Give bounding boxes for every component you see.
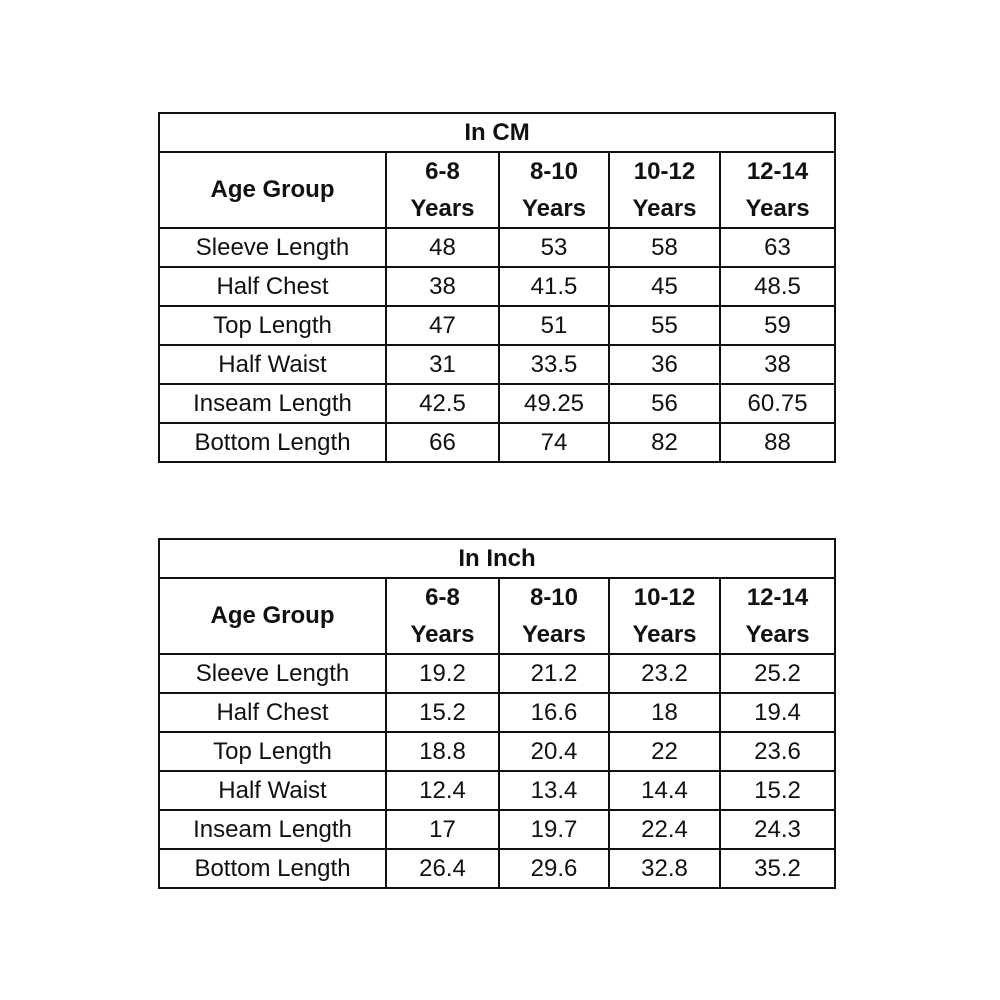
table-cell: 24.3 [720, 810, 835, 849]
table-cell: 22.4 [609, 810, 720, 849]
column-range: 10-12 [633, 158, 696, 185]
column-header [499, 152, 609, 228]
table-cell: 47 [386, 306, 499, 345]
table-cell: 17 [386, 810, 499, 849]
column-range: 6-8 [425, 158, 460, 185]
row-label: Inseam Length [159, 384, 386, 423]
row-label: Sleeve Length [159, 654, 386, 693]
table-cell: 23.6 [720, 732, 835, 771]
table-cell: 56 [609, 384, 720, 423]
size-table-inch [158, 538, 836, 889]
table-row [159, 654, 835, 693]
table-cell: 49.25 [499, 384, 609, 423]
table-cell: 33.5 [499, 345, 609, 384]
row-label: Bottom Length [159, 423, 386, 462]
column-range: 12-14 [746, 158, 809, 185]
table-cell: 13.4 [499, 771, 609, 810]
column-range: 10-12 [633, 584, 696, 611]
size-table-cm [158, 112, 836, 463]
table-row [159, 267, 835, 306]
table-row [159, 810, 835, 849]
column-unit: Years [521, 621, 587, 648]
table-cell: 29.6 [499, 849, 609, 888]
column-unit: Years [410, 621, 475, 648]
table-cell: 26.4 [386, 849, 499, 888]
table-title: In Inch [159, 539, 835, 578]
table-cell: 74 [499, 423, 609, 462]
table-cell: 12.4 [386, 771, 499, 810]
table-cell: 36 [609, 345, 720, 384]
row-label: Half Chest [159, 267, 386, 306]
table-row [159, 306, 835, 345]
table-cell: 53 [499, 228, 609, 267]
table-cell: 63 [720, 228, 835, 267]
column-header [609, 152, 720, 228]
table-cell: 42.5 [386, 384, 499, 423]
table-cell: 59 [720, 306, 835, 345]
column-range: 8-10 [529, 158, 579, 185]
table-row [159, 384, 835, 423]
table-title: In CM [159, 113, 835, 152]
table-cell: 82 [609, 423, 720, 462]
table-cell: 38 [386, 267, 499, 306]
column-unit: Years [745, 621, 810, 648]
table-row [159, 732, 835, 771]
column-header [720, 152, 835, 228]
column-header [386, 152, 499, 228]
table-cell: 18 [609, 693, 720, 732]
row-label: Half Waist [159, 345, 386, 384]
table-row [159, 228, 835, 267]
row-label: Bottom Length [159, 849, 386, 888]
column-header [720, 578, 835, 654]
column-range: 12-14 [746, 584, 809, 611]
table-cell: 16.6 [499, 693, 609, 732]
column-unit: Years [745, 195, 810, 222]
table-cell: 31 [386, 345, 499, 384]
table-cell: 21.2 [499, 654, 609, 693]
table-cell: 18.8 [386, 732, 499, 771]
table-cell: 88 [720, 423, 835, 462]
table-cell: 15.2 [386, 693, 499, 732]
table-cell: 19.7 [499, 810, 609, 849]
row-label: Half Waist [159, 771, 386, 810]
column-unit: Years [521, 195, 587, 222]
table-cell: 14.4 [609, 771, 720, 810]
column-header [609, 578, 720, 654]
age-group-header: Age Group [159, 578, 386, 654]
column-range: 8-10 [529, 584, 579, 611]
table-cell: 51 [499, 306, 609, 345]
row-label: Inseam Length [159, 810, 386, 849]
table-row [159, 423, 835, 462]
column-unit: Years [410, 195, 475, 222]
table-cell: 48.5 [720, 267, 835, 306]
table-cell: 19.4 [720, 693, 835, 732]
table-cell: 20.4 [499, 732, 609, 771]
table-cell: 66 [386, 423, 499, 462]
column-range: 6-8 [425, 584, 460, 611]
column-unit: Years [632, 195, 697, 222]
table-cell: 45 [609, 267, 720, 306]
table-row [159, 771, 835, 810]
table-cell: 60.75 [720, 384, 835, 423]
table-cell: 48 [386, 228, 499, 267]
table-cell: 58 [609, 228, 720, 267]
column-header [386, 578, 499, 654]
table-cell: 22 [609, 732, 720, 771]
table-cell: 25.2 [720, 654, 835, 693]
row-label: Top Length [159, 732, 386, 771]
row-label: Sleeve Length [159, 228, 386, 267]
row-label: Top Length [159, 306, 386, 345]
table-cell: 41.5 [499, 267, 609, 306]
table-cell: 23.2 [609, 654, 720, 693]
age-group-header: Age Group [159, 152, 386, 228]
table-cell: 55 [609, 306, 720, 345]
table-cell: 35.2 [720, 849, 835, 888]
column-header [499, 578, 609, 654]
table-row [159, 345, 835, 384]
table-cell: 38 [720, 345, 835, 384]
table-row [159, 693, 835, 732]
table-cell: 32.8 [609, 849, 720, 888]
table-row [159, 849, 835, 888]
row-label: Half Chest [159, 693, 386, 732]
table-cell: 15.2 [720, 771, 835, 810]
table-cell: 19.2 [386, 654, 499, 693]
column-unit: Years [632, 621, 697, 648]
